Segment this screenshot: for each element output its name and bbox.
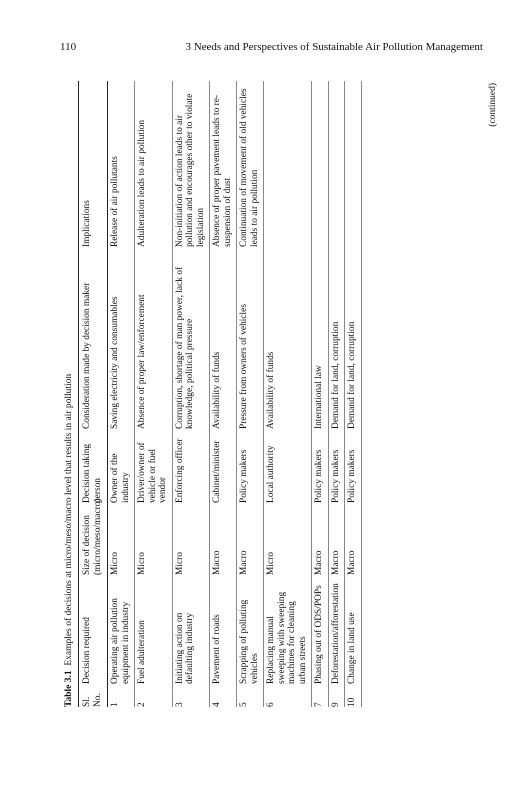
header-consideration: Consideration made by decision maker <box>79 247 108 429</box>
cell-sl-no: 10 <box>347 697 357 707</box>
cell-sl-no: 5 <box>239 702 249 707</box>
cell-size-of-decision: Macro <box>212 550 222 575</box>
header-implications: Implications <box>79 81 108 247</box>
cell-decision-taking-person: Driver/owner of vehicle or fuel vendor <box>137 442 168 503</box>
cell-decision-taking-person: Enforcing officer <box>174 438 185 503</box>
cell-decision-required: Phasing out of ODS/POPs <box>314 585 324 684</box>
cell-consideration: Availability of funds <box>212 351 222 429</box>
table-row <box>328 81 345 707</box>
cell-size-of-decision: Micro <box>174 552 185 575</box>
cell-consideration: Demand for land, corruption <box>347 321 357 429</box>
cell-size-of-decision: Micro <box>266 552 276 575</box>
header-decision-taking-person: Decision taking person <box>79 429 108 503</box>
cell-sl-no: 9 <box>330 702 341 707</box>
header-sl-no: Sl. No. <box>79 684 108 707</box>
cell-consideration: Corruption, shortage of man power, lack of knowledge, political pressure <box>174 266 195 429</box>
cell-size-of-decision: Micro <box>110 552 120 575</box>
cell-decision-taking-person: Owner of the industry <box>110 453 131 503</box>
cell-sl-no: 1 <box>110 702 120 707</box>
table-caption-label: Table 3.1 <box>64 670 74 707</box>
cell-decision-taking-person: Cabinet/minister <box>212 440 222 503</box>
cell-decision-required: Scrapping of polluting vehicles <box>239 599 260 684</box>
table-caption <box>64 374 74 707</box>
header-size-of-decision: Size of decision (micro/meso/macro) <box>79 503 108 575</box>
header-decision-required: Decision required <box>79 575 108 684</box>
cell-consideration: Absence of proper law/enforcement <box>137 294 147 429</box>
cell-implications: Absence of proper pavement leads to re-suspension of dust <box>212 94 233 247</box>
table-row <box>135 81 173 707</box>
cell-consideration: International law <box>314 365 324 429</box>
cell-implications <box>312 81 329 247</box>
cell-size-of-decision: Macro <box>239 550 249 575</box>
cell-sl-no: 2 <box>137 702 147 707</box>
cell-decision-required: Initiating action on defaulting industry <box>174 612 195 684</box>
cell-implications <box>328 81 345 247</box>
decisions-table <box>79 81 362 707</box>
cell-implications: Release of air pollutants <box>110 156 120 247</box>
table-row <box>312 81 329 707</box>
cell-consideration: Pressure from owners of vehicles <box>239 304 249 429</box>
cell-decision-taking-person: Local authority <box>266 445 276 503</box>
cell-decision-required: Fuel adulteration <box>137 620 147 684</box>
cell-sl-no: 6 <box>266 702 276 707</box>
cell-size-of-decision: Macro <box>314 550 324 575</box>
table-header-row <box>79 81 108 707</box>
cell-implications <box>264 81 312 247</box>
cell-decision-taking-person: Policy makers <box>347 449 357 503</box>
cell-decision-taking-person: Policy makers <box>330 449 341 503</box>
cell-consideration: Availability of funds <box>266 351 276 429</box>
table-caption-text: Examples of decisions at micro/meso/macro level that results in air pollution <box>64 373 74 666</box>
table-row <box>237 81 264 707</box>
cell-size-of-decision: Micro <box>137 552 147 575</box>
cell-implications: Non-initiation of action leads to air pollution and encourages other to violate legislation <box>174 93 206 247</box>
table-row <box>345 81 362 707</box>
cell-sl-no: 3 <box>174 702 185 707</box>
table-row <box>264 81 312 707</box>
cell-decision-required: Operating air pollution equipment in industry <box>110 598 131 684</box>
continued-note: (continued) <box>488 83 498 127</box>
cell-decision-taking-person: Policy makers <box>239 449 249 503</box>
cell-consideration: Saving electricity and consumables <box>110 296 120 429</box>
table-row <box>108 81 135 707</box>
cell-decision-required: Deforestation/afforestation <box>330 583 341 684</box>
cell-decision-required: Pavement of roads <box>212 614 222 684</box>
running-head: 3 Needs and Perspectives of Sustainable Air Pollution Management <box>185 41 483 53</box>
cell-decision-required: Replacing manual sweeping with sweeping machines for cleaning urban streets <box>266 591 308 684</box>
cell-sl-no: 7 <box>314 702 324 707</box>
page-number: 110 <box>60 41 77 53</box>
cell-implications <box>345 81 362 247</box>
rotated-table-block <box>64 81 504 707</box>
table-row <box>210 81 237 707</box>
cell-implications: Adulteration leads to air pollution <box>137 119 147 247</box>
cell-size-of-decision: Macro <box>330 550 341 575</box>
cell-consideration: Demand for land, corruption <box>330 321 341 429</box>
cell-decision-taking-person: Policy makers <box>314 449 324 503</box>
cell-implications: Continuation of movement of old vehicles leads to air pollution <box>239 88 260 247</box>
cell-size-of-decision: Macro <box>347 550 357 575</box>
table-row <box>172 81 210 707</box>
cell-decision-required: Change in land use <box>347 612 357 684</box>
cell-sl-no: 4 <box>212 702 222 707</box>
